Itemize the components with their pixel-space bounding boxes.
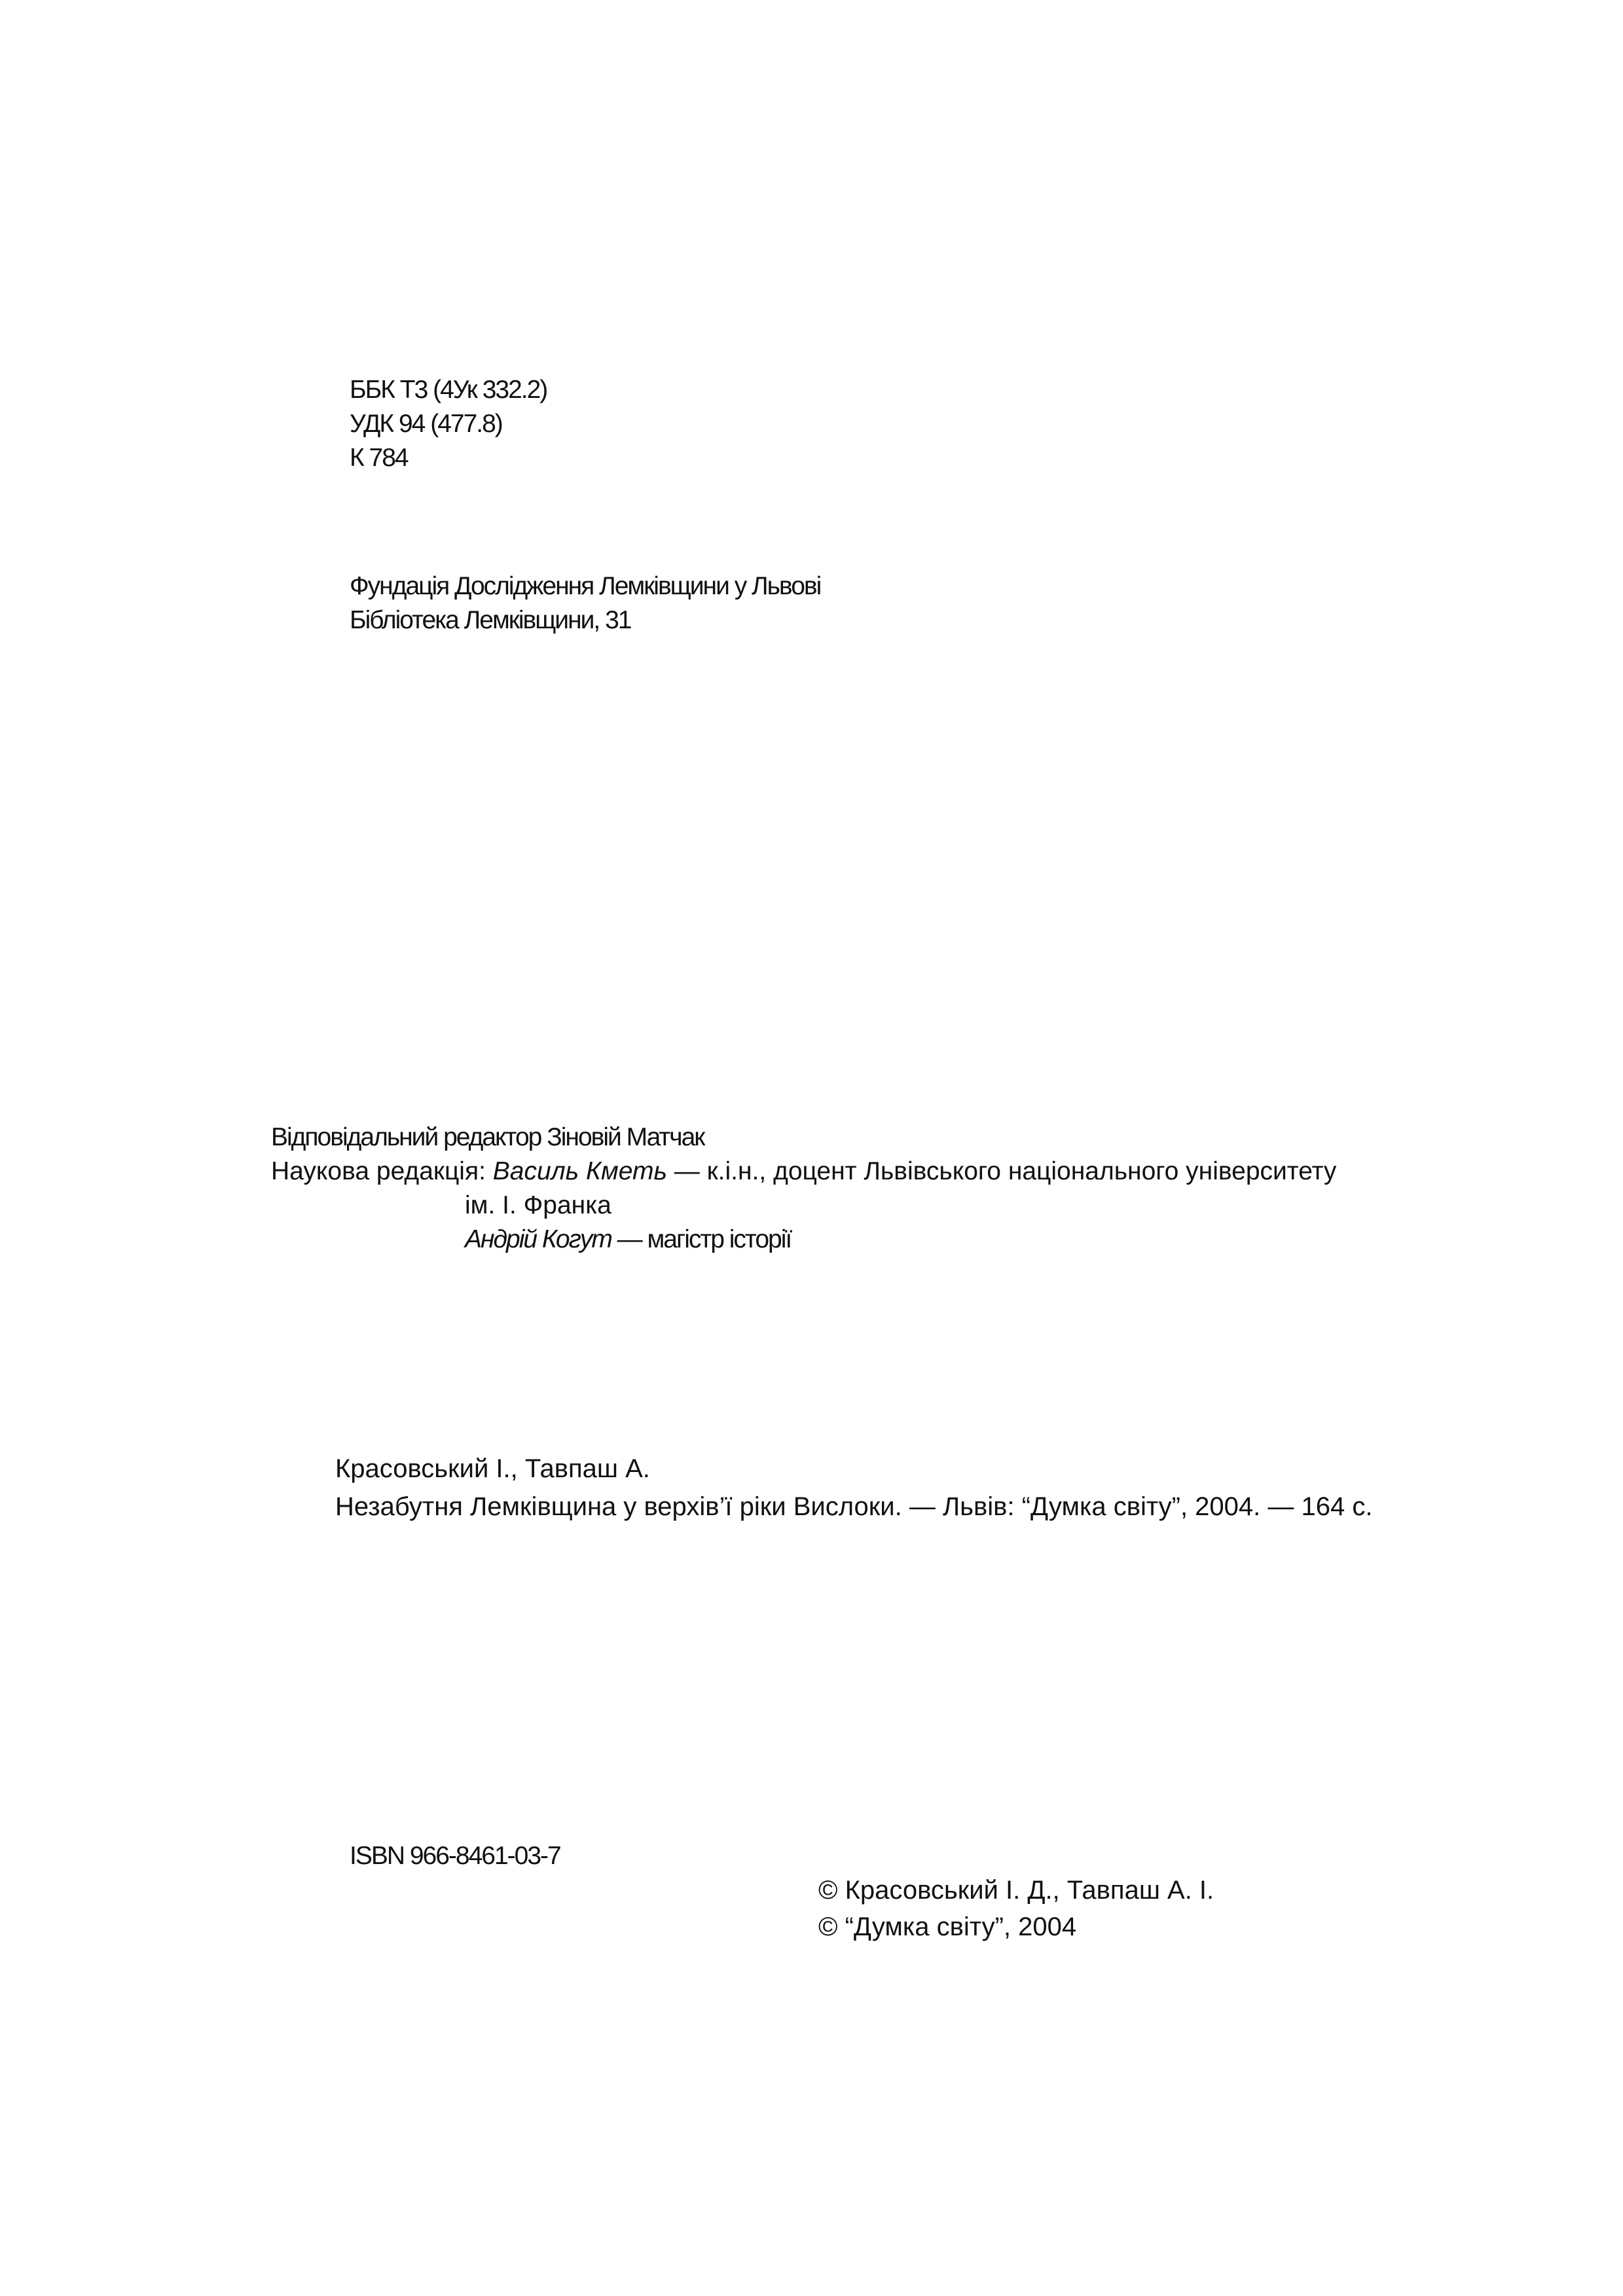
citation-authors: Красовський І., Тавпаш А. <box>335 1454 650 1483</box>
classification-codes <box>350 373 547 475</box>
editor1-description: — к.і.н., доцент Львівського національного університету <box>666 1157 1337 1185</box>
citation-title: Незабутня Лемківщина у верхів’ї ріки Вислоки. — Львів: “Думка світу”, 2004. — 164 с. <box>335 1492 1373 1521</box>
responsible-editor: Відповідальний редактор Зіновій Матчак <box>271 1123 704 1151</box>
foundation-name: Фундація Дослідження Лемківщини у Львові <box>350 572 821 600</box>
udk-code: УДК 94 (477.8) <box>350 410 502 438</box>
scientific-editor-line <box>271 1155 1336 1189</box>
library-series: Бібліотека Лемківщини, 31 <box>350 606 631 634</box>
copyright-publisher: © “Думка світу”, 2004 <box>818 1912 1077 1941</box>
editor1-description-continued: ім. І. Франка <box>465 1191 611 1219</box>
scientific-editing-label: Наукова редакція: <box>271 1157 493 1185</box>
author-mark: К 784 <box>350 444 408 472</box>
editorial-credits <box>271 1121 1336 1257</box>
copyright-notice <box>818 1872 1214 1945</box>
editor2-description: — магістр історії <box>611 1225 792 1253</box>
editor1-name: Василь Кметь <box>492 1157 667 1185</box>
bibliographic-citation <box>335 1450 1372 1526</box>
copyright-authors: © Красовський І. Д., Тавпаш А. І. <box>818 1876 1214 1905</box>
isbn: ISBN 966-8461-03-7 <box>350 1842 560 1870</box>
second-editor-line <box>271 1223 1336 1257</box>
bbk-code: ББК Т3 (4Ук 332.2) <box>350 376 547 404</box>
editor2-name: Андрій Когут <box>465 1225 611 1253</box>
series-info <box>350 569 820 637</box>
